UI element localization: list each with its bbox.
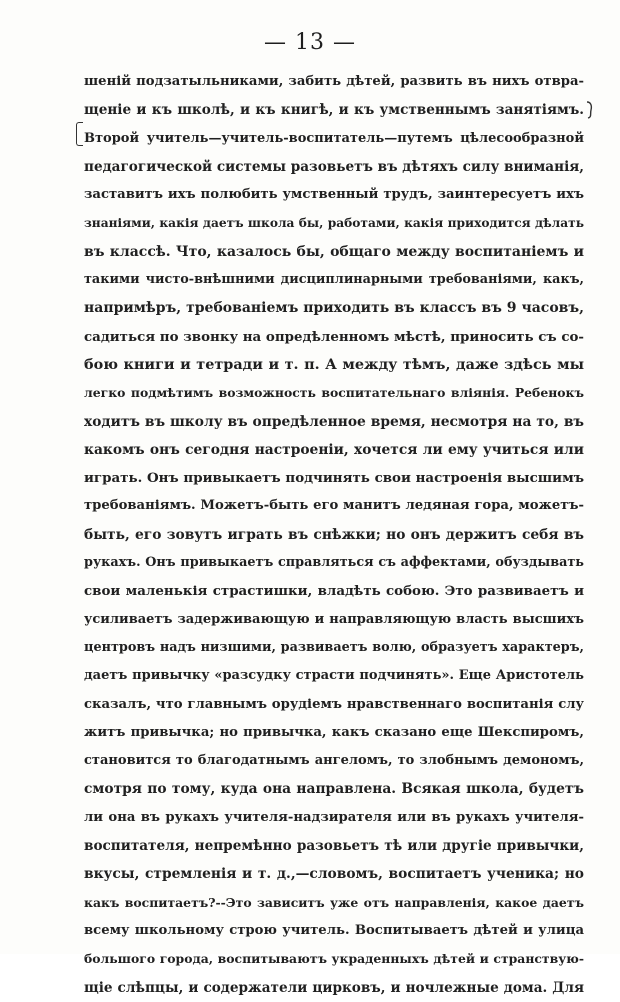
text-line: усиливаетъ задерживающую и направляющую власть высшихъ — [84, 611, 584, 627]
text-line: щеніе и къ школѣ, и къ книгѣ, и къ умственнымъ занятіямъ. — [84, 102, 584, 119]
text-line: Второй учитель—учитель-воспитатель—путемъ цѣлесообразной — [84, 130, 584, 146]
text-line: воспитателя, непремѣнно разовьетъ тѣ или другіе привычки, — [84, 838, 584, 855]
text-line: вкусы, стремленія и т. д.,—словомъ, воспитаетъ ученика; но — [84, 866, 584, 883]
text-line: центровъ надъ низшими, развиваетъ волю, образуетъ характеръ, — [84, 639, 584, 655]
text-line: бою книги и тетради и т. п. А между тѣмъ, даже здѣсь мы — [84, 355, 584, 373]
body-text — [84, 68, 584, 1002]
text-line: въ классѣ. Что, казалось бы, общаго между воспитаніемъ и — [84, 243, 584, 260]
text-line: ли она въ рукахъ учителя-надзирателя или въ рукахъ учителя- — [84, 809, 584, 825]
text-line: всему школьному строю учитель. Воспитываетъ дѣтей и улица — [84, 922, 584, 938]
text-line: смотря по тому, куда она направлена. Всякая школа, будетъ — [84, 781, 584, 798]
text-line: легко подмѣтимъ возможность воспитательнаго вліянія. Ребенокъ — [84, 385, 584, 401]
text-line: большого города, воспитываютъ украденныхъ дѣтей и странствую- — [84, 951, 584, 967]
text-line: становится то благодатнымъ ангеломъ, то злобнымъ демономъ, — [84, 753, 584, 769]
text-line: рукахъ. Онъ привыкаетъ справляться съ аффектами, обуздывать — [84, 555, 584, 571]
text-line: даетъ привычку «разсудку страсти подчинять». Еще Аристотель — [84, 668, 584, 684]
handwritten-bracket-mark — [76, 122, 83, 146]
text-line: житъ привычка; но привычка, какъ сказано еще Шекспиромъ, — [84, 724, 584, 740]
text-line: напримѣръ, требованіемъ приходить въ классъ въ 9 часовъ, — [84, 300, 584, 317]
text-line: какъ воспитаетъ?--Это зависитъ уже отъ направленія, какое даетъ — [84, 894, 584, 910]
text-line: сказалъ, что главнымъ орудіемъ нравственнаго воспитанія слу — [84, 696, 584, 712]
text-line: щіе слѣпцы, и содержатели цирковъ, и ночлежные дома. Для — [84, 979, 584, 996]
text-line: знаніями, какія даетъ школа бы, работами, какія приходится дѣлать — [84, 216, 584, 231]
text-line: играть. Онъ привыкаетъ подчинять свои настроенія высшимъ — [84, 470, 584, 487]
text-line: свои маленькія страстишки, владѣть собою. Это развиваетъ и — [84, 583, 584, 600]
text-line: заставитъ ихъ полюбить умственный трудъ, заинтересуетъ ихъ — [84, 187, 584, 203]
text-line: шеній подзатыльниками, забить дѣтей, развить въ нихъ отвра- — [84, 74, 584, 89]
page-number: — 13 — — [264, 30, 356, 55]
text-line: педагогической системы разовьетъ въ дѣтяхъ силу вниманія, — [84, 158, 584, 175]
text-line: садиться по звонку на опредѣленномъ мѣстѣ, приносить съ со- — [84, 328, 584, 345]
text-line: быть, его зовутъ играть въ снѣжки; но онъ держитъ себя въ — [84, 526, 584, 543]
text-line: какомъ онъ сегодня настроеніи, хочется ли ему учиться или — [84, 441, 584, 458]
text-line: ходитъ въ школу въ опредѣленное время, несмотря на то, въ — [84, 413, 584, 430]
text-line: такими чисто-внѣшними дисциплинарными требованіями, какъ, — [84, 272, 584, 288]
text-line: требованіямъ. Можетъ-быть его манитъ ледяная гора, можетъ- — [84, 498, 584, 514]
handwritten-end-mark — [586, 100, 594, 120]
